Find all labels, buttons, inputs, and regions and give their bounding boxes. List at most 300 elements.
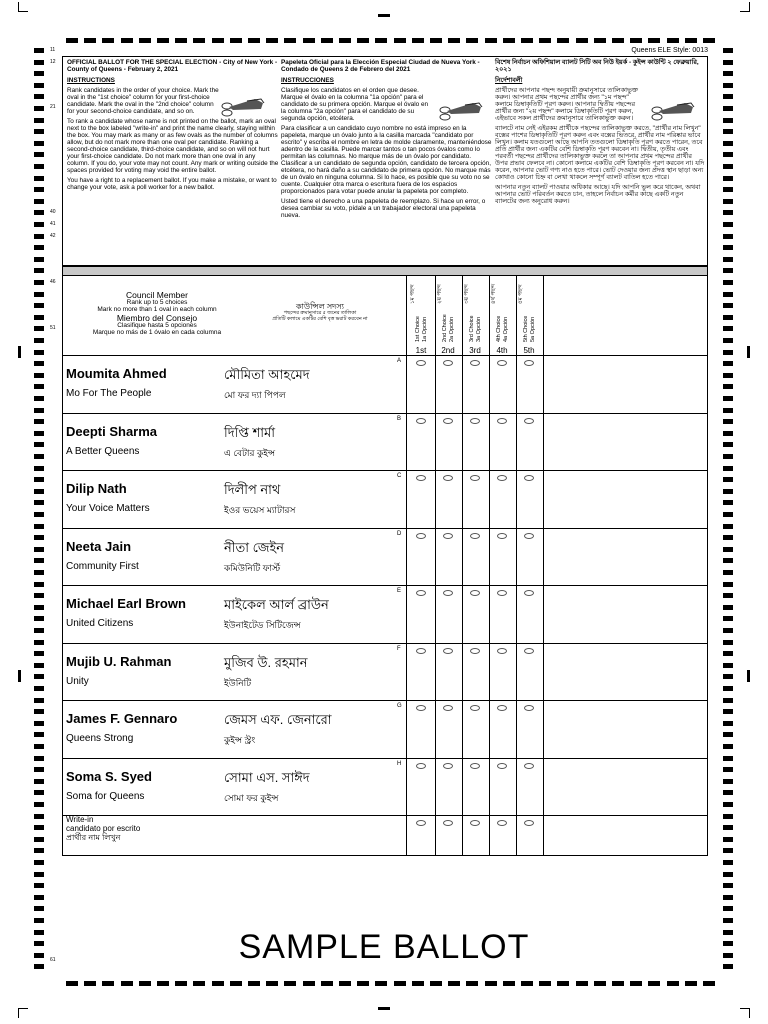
timing-mark	[34, 802, 44, 807]
timing-mark	[723, 338, 733, 343]
candidate-letter: F	[397, 645, 401, 652]
choice-header-en: 2nd Choice	[442, 314, 448, 342]
timing-mark	[703, 981, 715, 986]
timing-mark	[723, 825, 733, 830]
timing-mark	[723, 906, 733, 911]
timing-mark	[102, 38, 114, 43]
timing-mark	[34, 94, 44, 99]
timing-mark	[212, 981, 224, 986]
candidate-name-bn: দিলীপ নাথ	[224, 482, 281, 497]
timing-mark	[723, 802, 733, 807]
row-number: 21	[50, 104, 56, 110]
choice-oval[interactable]	[497, 763, 507, 769]
timing-mark	[34, 814, 44, 819]
timing-mark	[34, 280, 44, 285]
choice-oval[interactable]	[524, 475, 534, 481]
timing-mark	[723, 790, 733, 795]
choice-oval[interactable]	[443, 590, 453, 596]
timing-mark	[394, 38, 406, 43]
timing-mark	[723, 686, 733, 691]
timing-mark	[18, 670, 21, 682]
timing-mark	[723, 234, 733, 239]
instructions-bengali	[495, 59, 705, 205]
candidate-name: James F. Gennaro	[66, 711, 178, 726]
timing-mark	[34, 906, 44, 911]
office-rule-en: Mark no more than 1 oval in each column	[97, 306, 217, 313]
choice-oval[interactable]	[524, 590, 534, 596]
corner-mark-bottom-left	[18, 1008, 28, 1018]
choice-oval[interactable]	[470, 360, 480, 366]
choice-oval[interactable]	[443, 418, 453, 424]
candidate-party-bn: ইওর ভয়েস ম্যাটারস	[224, 505, 296, 515]
timing-mark	[723, 268, 733, 273]
corner-mark-top-right	[740, 2, 750, 12]
timing-mark	[723, 732, 733, 737]
timing-mark	[723, 326, 733, 331]
timing-mark	[357, 38, 369, 43]
choice-oval[interactable]	[497, 533, 507, 539]
choice-column-header	[408, 280, 434, 344]
office-rank-es: Clasifique hasta 5 opciones	[117, 322, 197, 329]
timing-mark	[34, 767, 44, 772]
choice-oval[interactable]	[470, 475, 480, 481]
timing-mark	[747, 670, 750, 682]
timing-mark	[378, 14, 390, 17]
timing-mark	[34, 384, 44, 389]
timing-mark	[34, 709, 44, 714]
office-title-bn: কাউন্সিল সদস্য	[295, 302, 344, 311]
choice-oval[interactable]	[524, 648, 534, 654]
timing-mark	[723, 628, 733, 633]
instructions-p1-bn: প্রার্থীদের আপনার পছন্দ অনুযায়ী ক্রমানুসারে তালিকাভুক্ত করুন। আপনার প্রথম পছন্দের প্রার্থীর জন্য "১ম পছন্দ" কলামে ডিম্বাকৃতিটি পূরণ করুন। আপনার দ্বিতীয় পছন্দের প্রার্থীর জন্য "২য় পছন্দ" কলামে ডিম্বাকৃতিটি পূরণ করুন, এইভাবে সকল প্রার্থীদের ক্রমানুসারে তালিকাভুক্ত করুন।	[495, 87, 638, 122]
write-in-oval[interactable]	[524, 820, 534, 826]
timing-mark	[378, 1007, 390, 1010]
choice-oval[interactable]	[470, 533, 480, 539]
timing-mark	[723, 640, 733, 645]
choice-header-en-es	[415, 306, 429, 342]
choice-oval[interactable]	[443, 705, 453, 711]
instructions-heading-es: INSTRUCCIONES	[281, 77, 334, 84]
candidate-name-bn: মুজিব উ. রহমান	[224, 654, 308, 670]
timing-mark	[576, 38, 588, 43]
timing-mark	[34, 558, 44, 563]
section-separator-band	[62, 266, 708, 276]
timing-mark	[576, 981, 588, 986]
choice-oval[interactable]	[470, 705, 480, 711]
grid-line	[707, 276, 708, 856]
row-number: 11	[50, 47, 56, 53]
candidate-letter: D	[397, 530, 402, 537]
timing-mark	[34, 500, 44, 505]
candidate-party-bn: কমিউনিটি ফার্স্ট	[224, 562, 281, 573]
pen-marking-oval-icon	[221, 93, 265, 119]
timing-mark	[521, 981, 533, 986]
timing-mark	[34, 779, 44, 784]
timing-mark	[339, 38, 351, 43]
timing-mark	[466, 981, 478, 986]
timing-mark	[723, 396, 733, 401]
instructions-p1-es: Clasifique los candidatos en el orden que desee. Marque el óvalo en la columna "1a opción" para el candidato de su primera opción. Marque el óvalo en la columna "2a opción" para el candidato de su segunda opción, etcétera.	[281, 87, 429, 122]
corner-mark-top-left	[18, 2, 28, 12]
timing-mark	[230, 981, 242, 986]
grid-line	[462, 276, 463, 855]
grid-line	[62, 815, 708, 816]
timing-mark	[723, 199, 733, 204]
candidate-name: Dilip Nath	[66, 481, 127, 496]
timing-mark	[723, 315, 733, 320]
choice-header-en: 5th Choice	[523, 315, 529, 342]
choice-oval[interactable]	[416, 590, 426, 596]
timing-mark	[723, 721, 733, 726]
choice-column-header	[489, 280, 515, 344]
timing-mark	[34, 187, 44, 192]
choice-header-es: 2a Opción	[449, 316, 455, 342]
timing-mark	[66, 38, 78, 43]
choice-header-bn: ৩য় পছন্দ	[464, 284, 470, 304]
timing-mark	[34, 848, 44, 853]
timing-mark	[723, 280, 733, 285]
candidate-name: Michael Earl Brown	[66, 596, 186, 611]
grid-line	[489, 276, 490, 855]
timing-mark	[375, 38, 387, 43]
choice-oval[interactable]	[497, 475, 507, 481]
candidate-party: Unity	[66, 675, 89, 687]
timing-mark	[594, 981, 606, 986]
timing-mark	[34, 268, 44, 273]
choice-header-en: 1st Choice	[415, 316, 421, 342]
instructions-heading-en: INSTRUCTIONS	[67, 77, 115, 84]
choice-oval[interactable]	[443, 360, 453, 366]
choice-oval[interactable]	[470, 590, 480, 596]
choice-header-en: 4th Choice	[496, 315, 502, 342]
timing-mark	[723, 466, 733, 471]
instructions-heading-bn: নির্দেশাবলী	[495, 77, 523, 84]
choice-oval[interactable]	[416, 763, 426, 769]
timing-mark	[34, 48, 44, 53]
timing-mark	[503, 38, 515, 43]
timing-mark	[685, 38, 697, 43]
choice-oval[interactable]	[497, 648, 507, 654]
candidate-letter: C	[397, 473, 402, 479]
timing-mark	[34, 872, 44, 877]
timing-mark	[339, 981, 351, 986]
timing-mark	[34, 860, 44, 865]
timing-mark	[723, 176, 733, 181]
timing-mark	[157, 38, 169, 43]
timing-mark	[139, 981, 151, 986]
timing-mark	[723, 756, 733, 761]
timing-mark	[723, 210, 733, 215]
timing-mark	[121, 981, 133, 986]
sample-ballot-watermark: SAMPLE BALLOT	[238, 928, 530, 966]
timing-mark	[34, 442, 44, 447]
choice-oval[interactable]	[524, 360, 534, 366]
choice-oval[interactable]	[497, 360, 507, 366]
choice-oval[interactable]	[470, 418, 480, 424]
grid-line	[62, 855, 708, 856]
timing-mark	[723, 431, 733, 436]
choice-oval[interactable]	[524, 533, 534, 539]
office-title-es: Miembro del Consejo	[116, 313, 198, 323]
candidate-letter: H	[397, 760, 402, 767]
timing-mark	[723, 118, 733, 123]
timing-mark	[34, 883, 44, 888]
candidate-name: Deepti Sharma	[66, 423, 158, 439]
choice-oval[interactable]	[416, 648, 426, 654]
timing-mark	[34, 234, 44, 239]
choice-header-bn: ৪র্থ পছন্দ	[491, 283, 497, 304]
write-in-oval[interactable]	[416, 820, 426, 826]
timing-mark	[34, 164, 44, 169]
timing-mark	[34, 837, 44, 842]
timing-mark	[723, 547, 733, 552]
choice-oval[interactable]	[524, 418, 534, 424]
choice-header-en-es	[469, 306, 483, 342]
candidate-letter: B	[397, 415, 402, 422]
timing-mark	[34, 71, 44, 76]
timing-mark	[723, 187, 733, 192]
timing-mark	[212, 38, 224, 43]
choice-header-en-es	[442, 306, 456, 342]
write-in-oval[interactable]	[470, 820, 480, 826]
candidate-name-bn: সোমা এস. সাঈদ	[224, 769, 310, 785]
style-label: Queens ELE Style: 0013	[631, 47, 708, 54]
timing-mark	[34, 698, 44, 703]
choice-column-header	[435, 280, 461, 344]
timing-mark	[34, 651, 44, 656]
timing-mark	[357, 981, 369, 986]
timing-mark	[723, 663, 733, 668]
instructions-p3-es: Usted tiene el derecho a una papeleta de reemplazo. Si hace un error, o desea cambiar su voto, pídale a un trabajador electoral una papeleta nueva.	[281, 198, 486, 219]
timing-mark	[394, 981, 406, 986]
timing-mark	[723, 222, 733, 227]
timing-mark	[539, 981, 551, 986]
choice-oval[interactable]	[497, 418, 507, 424]
candidate-row	[62, 356, 406, 414]
timing-mark	[34, 918, 44, 923]
choice-oval[interactable]	[497, 590, 507, 596]
timing-mark	[18, 346, 21, 358]
candidate-name-bn: নীতা জেইন	[224, 539, 285, 555]
choice-column-header	[462, 280, 488, 344]
timing-mark	[34, 338, 44, 343]
timing-mark	[34, 361, 44, 366]
timing-mark	[723, 48, 733, 53]
timing-mark	[723, 570, 733, 575]
timing-mark	[723, 257, 733, 262]
choice-oval[interactable]	[524, 763, 534, 769]
timing-mark	[34, 616, 44, 621]
timing-mark	[503, 981, 515, 986]
candidate-party: Community First	[66, 560, 139, 572]
timing-mark	[34, 60, 44, 65]
rank-label: 5th	[523, 346, 535, 355]
row-number: 41	[50, 221, 56, 227]
timing-mark	[630, 981, 642, 986]
instructions-p3-bn: আপনার নতুন ব্যালট পাওয়ার অধিকার আছে। যদি আপনি ভুল করে থাকেন, অথবা আপনার ভোট পরিবর্তন করতে চান, তাহলে নির্বাচন কর্মীর কাছে একটি নতুন ব্যালটের জন্য অনুরোধ করুন।	[495, 184, 701, 205]
timing-mark	[723, 895, 733, 900]
timing-mark	[723, 651, 733, 656]
timing-mark	[34, 222, 44, 227]
timing-mark	[723, 350, 733, 355]
office-rule-bn: প্রতিটি কলামে একটির বেশি বৃত্ত ভরাট করবেন না	[272, 316, 368, 322]
timing-mark	[34, 547, 44, 552]
timing-mark	[34, 674, 44, 679]
choice-oval[interactable]	[470, 763, 480, 769]
timing-mark	[723, 593, 733, 598]
timing-mark	[34, 315, 44, 320]
candidate-name: Moumita Ahmed	[66, 366, 167, 381]
rank-label: 3rd	[469, 346, 481, 355]
timing-mark	[34, 756, 44, 761]
timing-mark	[66, 981, 78, 986]
choice-oval[interactable]	[416, 705, 426, 711]
choice-oval[interactable]	[416, 475, 426, 481]
choice-oval[interactable]	[443, 648, 453, 654]
candidate-row	[62, 529, 406, 587]
timing-mark	[34, 245, 44, 250]
timing-mark	[375, 981, 387, 986]
timing-mark	[34, 466, 44, 471]
timing-mark	[34, 106, 44, 111]
candidate-party: A Better Queens	[66, 445, 140, 457]
timing-mark	[557, 981, 569, 986]
choice-oval[interactable]	[443, 763, 453, 769]
candidate-letter: G	[397, 703, 402, 709]
timing-mark	[723, 582, 733, 587]
candidate-row	[62, 644, 406, 702]
candidate-party-bn: মো ফর দ্যা পিপল	[224, 390, 286, 400]
timing-mark	[723, 709, 733, 714]
choice-oval[interactable]	[416, 418, 426, 424]
timing-mark	[747, 346, 750, 358]
timing-mark	[34, 292, 44, 297]
write-in-label-es: candidato por escrito	[66, 824, 141, 833]
ballot-title-en: OFFICIAL BALLOT FOR THE SPECIAL ELECTION - City of New York - County of Queens - February 2, 2021	[67, 59, 278, 73]
timing-mark	[723, 454, 733, 459]
timing-mark	[723, 837, 733, 842]
choice-oval[interactable]	[416, 360, 426, 366]
timing-mark	[34, 176, 44, 181]
timing-mark	[248, 38, 260, 43]
timing-mark	[723, 408, 733, 413]
timing-mark	[723, 605, 733, 610]
timing-mark	[685, 981, 697, 986]
timing-mark	[34, 535, 44, 540]
timing-mark	[723, 500, 733, 505]
timing-mark	[723, 860, 733, 865]
timing-mark	[723, 141, 733, 146]
timing-mark	[723, 558, 733, 563]
pen-marking-oval-icon	[439, 97, 483, 123]
timing-mark	[139, 38, 151, 43]
choice-oval[interactable]	[416, 533, 426, 539]
timing-mark	[723, 373, 733, 378]
write-in-oval[interactable]	[443, 820, 453, 826]
candidate-row	[62, 586, 406, 644]
candidate-letter: E	[397, 588, 402, 594]
candidate-name: Soma S. Syed	[66, 768, 152, 784]
choice-oval[interactable]	[497, 705, 507, 711]
timing-mark	[723, 883, 733, 888]
choice-oval[interactable]	[470, 648, 480, 654]
timing-mark	[723, 489, 733, 494]
choice-header-es: 5a Opción	[530, 316, 536, 342]
timing-mark	[723, 674, 733, 679]
timing-mark	[466, 38, 478, 43]
timing-mark	[723, 292, 733, 297]
rank-label: 4th	[496, 346, 508, 355]
choice-header-bn: ৫ম পছন্দ	[518, 284, 524, 304]
timing-mark	[723, 303, 733, 308]
choice-header-en-es	[523, 306, 537, 342]
ballot-title-es: Papeleta Oficial para la Elección Especial Ciudad de Nueva York - Condado de Queens 2 de Febrero del 2021	[281, 59, 480, 73]
instructions-p2-bn: ব্যালটে নাম নেই এইরকম প্রার্থীকে পছন্দের তালিকাভুক্ত করতে, "প্রার্থীর নাম লিখুন" বক্সের পাশের ডিম্বাকৃতিটি পূরণ করুন এবং বক্সের ভিতরে, প্রার্থীর নাম পরিষ্কার ভাবে লিখুন। কলাম যতগুলো আছে আপনি ততগুলো ডিম্বাকৃতি পূরণ করতে পারেন, তবে প্রতি প্রার্থীর জন্য একটির বেশি ডিম্বাকৃতি পূরণ করবেন না। দ্বিতীয়, তৃতীয় এবং পরবর্তী পছন্দের প্রার্থীদের তালিকাভুক্ত করলে তা আপনার প্রথম পছন্দের প্রার্থীর উপর প্রভাব ফেলবে না। কোনো কলামে একটির বেশি ডিম্বাকৃতি পূরণ করবেন না। যদি করেন, আপনার ভোট গণ্য নাও হতে পারে। ভোট দেওয়ার জন্য প্রদত্ত স্থান ছাড়া অন্য কোথাও কোনো চিহ্ন বা লেখা থাকলে সম্পূর্ণ ব্যালট বাতিল হতে পারে।	[495, 125, 705, 181]
instructions-p2-en: To rank a candidate whose name is not printed on the ballot, mark an oval next to the box labeled "write-in" and print the name clearly, staying within the box. You may mark as many or as few ovals as the number of columns allow, but do not mark more than one oval per candidate. Ranking a second-choice candidate, third-choice candidate, and so on will not hurt your first-choice candidate. Do not mark more than one oval in any column. If you do, your vote may not count. Any mark or writing outside the spaces provided for voting may void the entire ballot.	[67, 118, 279, 174]
choice-header-bn: ২য় পছন্দ	[437, 284, 443, 304]
timing-mark	[175, 38, 187, 43]
timing-mark	[723, 918, 733, 923]
timing-mark	[34, 825, 44, 830]
timing-mark	[230, 38, 242, 43]
timing-mark	[34, 408, 44, 413]
timing-mark	[521, 38, 533, 43]
timing-mark	[430, 38, 442, 43]
timing-mark	[84, 981, 96, 986]
timing-mark	[34, 326, 44, 331]
timing-mark	[723, 744, 733, 749]
timing-mark	[612, 38, 624, 43]
timing-mark	[34, 373, 44, 378]
candidate-party: Your Voice Matters	[66, 503, 150, 514]
timing-mark	[723, 616, 733, 621]
choice-oval[interactable]	[443, 475, 453, 481]
timing-mark	[612, 981, 624, 986]
corner-mark-bottom-right	[740, 1008, 750, 1018]
write-in-oval[interactable]	[497, 820, 507, 826]
timing-mark	[723, 512, 733, 517]
candidate-row	[62, 759, 406, 817]
timing-mark	[284, 981, 296, 986]
candidate-party-bn: ইউনাইটেড সিটিজেন্স	[224, 620, 301, 630]
contest-council-member	[62, 276, 708, 856]
row-number: 51	[50, 325, 56, 331]
timing-mark	[34, 593, 44, 598]
timing-mark	[34, 210, 44, 215]
timing-mark	[34, 524, 44, 529]
grid-line	[406, 276, 407, 855]
timing-mark	[34, 129, 44, 134]
timing-mark	[34, 350, 44, 355]
choice-oval[interactable]	[524, 705, 534, 711]
timing-mark	[723, 83, 733, 88]
rank-label: 1st	[415, 346, 427, 355]
rank-label: 2nd	[441, 346, 455, 355]
timing-mark	[34, 732, 44, 737]
office-title-bn-block	[250, 304, 390, 322]
timing-mark	[485, 38, 497, 43]
timing-mark	[723, 442, 733, 447]
timing-mark	[34, 454, 44, 459]
instructions-spanish	[281, 59, 493, 219]
timing-mark	[34, 686, 44, 691]
timing-mark	[84, 38, 96, 43]
timing-mark	[723, 361, 733, 366]
office-rule-es: Marque no más de 1 óvalo en cada columna	[92, 329, 222, 336]
choice-oval[interactable]	[443, 533, 453, 539]
timing-mark	[34, 489, 44, 494]
candidate-party-bn: কুইন্স স্ট্রং	[224, 735, 256, 745]
